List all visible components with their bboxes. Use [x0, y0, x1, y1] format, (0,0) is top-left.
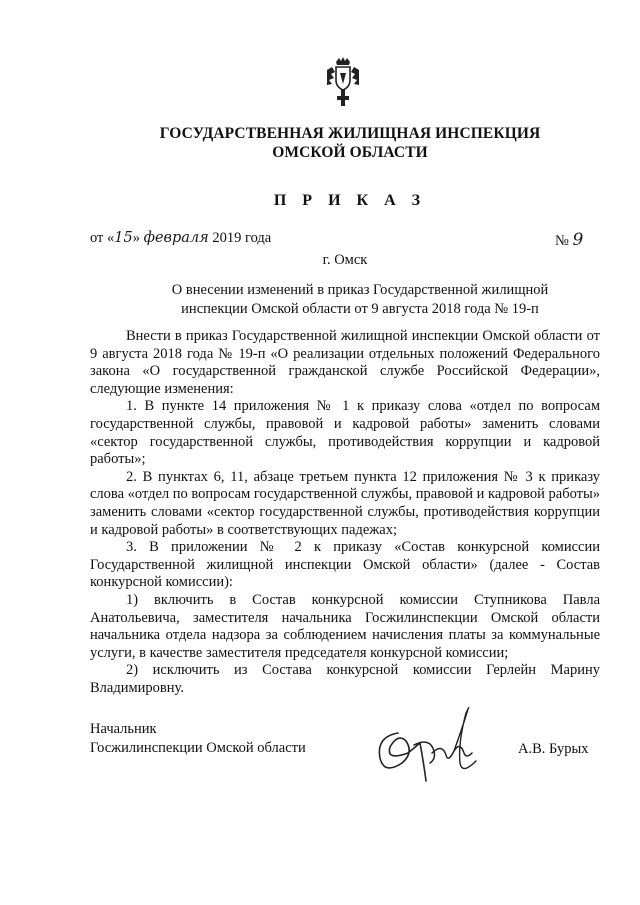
body-paragraph: 1) включить в Состав конкурсной комиссии Ступникова Павла Анатольевича, заместителя начальника Госжилинспекции Омской области начальника отдела надзора за соблюдением начисления платы за коммунальные услуги, в качестве заместителя председателя конкурсной комиссии;	[90, 591, 600, 661]
subject-line2: инспекции Омской области от 9 августа 2018 года № 19-п	[181, 301, 539, 317]
number-label: №	[555, 233, 573, 249]
document-body	[90, 328, 600, 697]
body-paragraph: Внести в приказ Государственной жилищной инспекции Омской области от 9 августа 2018 года № 19-п «О реализации отдельных положений Федерального закона «О государственной гражданской службе Российской Федерации», следующие изменения:	[90, 328, 600, 397]
date-suffix: 2019 года	[208, 230, 272, 246]
document-subject	[120, 281, 600, 319]
document-number	[555, 230, 583, 250]
body-paragraph: 1. В пункте 14 приложения № 1 к приказу слова «отдел по вопросам государственной службы, правовой и кадровой работы» заменить словами «сектор государственной службы, противодействия коррупции и кадровой работы»;	[90, 398, 600, 468]
document-date	[90, 230, 271, 247]
signatory-title-line1: Начальник	[90, 721, 157, 737]
date-month: февраля	[143, 230, 209, 246]
body-paragraph: 3. В приложении № 2 к приказу «Состав конкурсной комиссии Государственной жилищной инспекции Омской области» (далее - Состав конкурсной комиссии):	[90, 539, 600, 591]
date-prefix: от «	[90, 230, 115, 246]
signatory-name: А.В. Бурых	[518, 741, 589, 757]
handwritten-signature-icon	[368, 703, 488, 793]
date-separator: »	[132, 230, 140, 246]
signatory-title-line2: Госжилинспекции Омской области	[90, 740, 306, 756]
number-value: 9	[572, 230, 584, 250]
city: г. Омск	[322, 252, 368, 268]
organization-name-line2: ОМСКОЙ ОБЛАСТИ	[272, 144, 428, 161]
document-type: П Р И К А З	[273, 192, 427, 209]
organization-name-line1: ГОСУДАРСТВЕННАЯ ЖИЛИЩНАЯ ИНСПЕКЦИЯ	[159, 125, 541, 142]
coat-of-arms-icon	[323, 56, 363, 108]
date-day: 15	[114, 230, 133, 246]
signatory-title	[90, 720, 306, 758]
body-paragraph: 2) исключить из Состава конкурсной комиссии Герлейн Марину Владимировну.	[90, 662, 600, 696]
body-paragraph: 2. В пунктах 6, 11, абзаце третьем пункта 12 приложения № 3 к приказу слова «отдел по вопросам государственной службы, правовой и кадровой работы» заменить словами «сектор государственной службы, противодействия коррупции и кадровой работы» в соответствующих падежах;	[90, 468, 600, 538]
subject-line1: О внесении изменений в приказ Государственной жилищной	[171, 282, 549, 298]
